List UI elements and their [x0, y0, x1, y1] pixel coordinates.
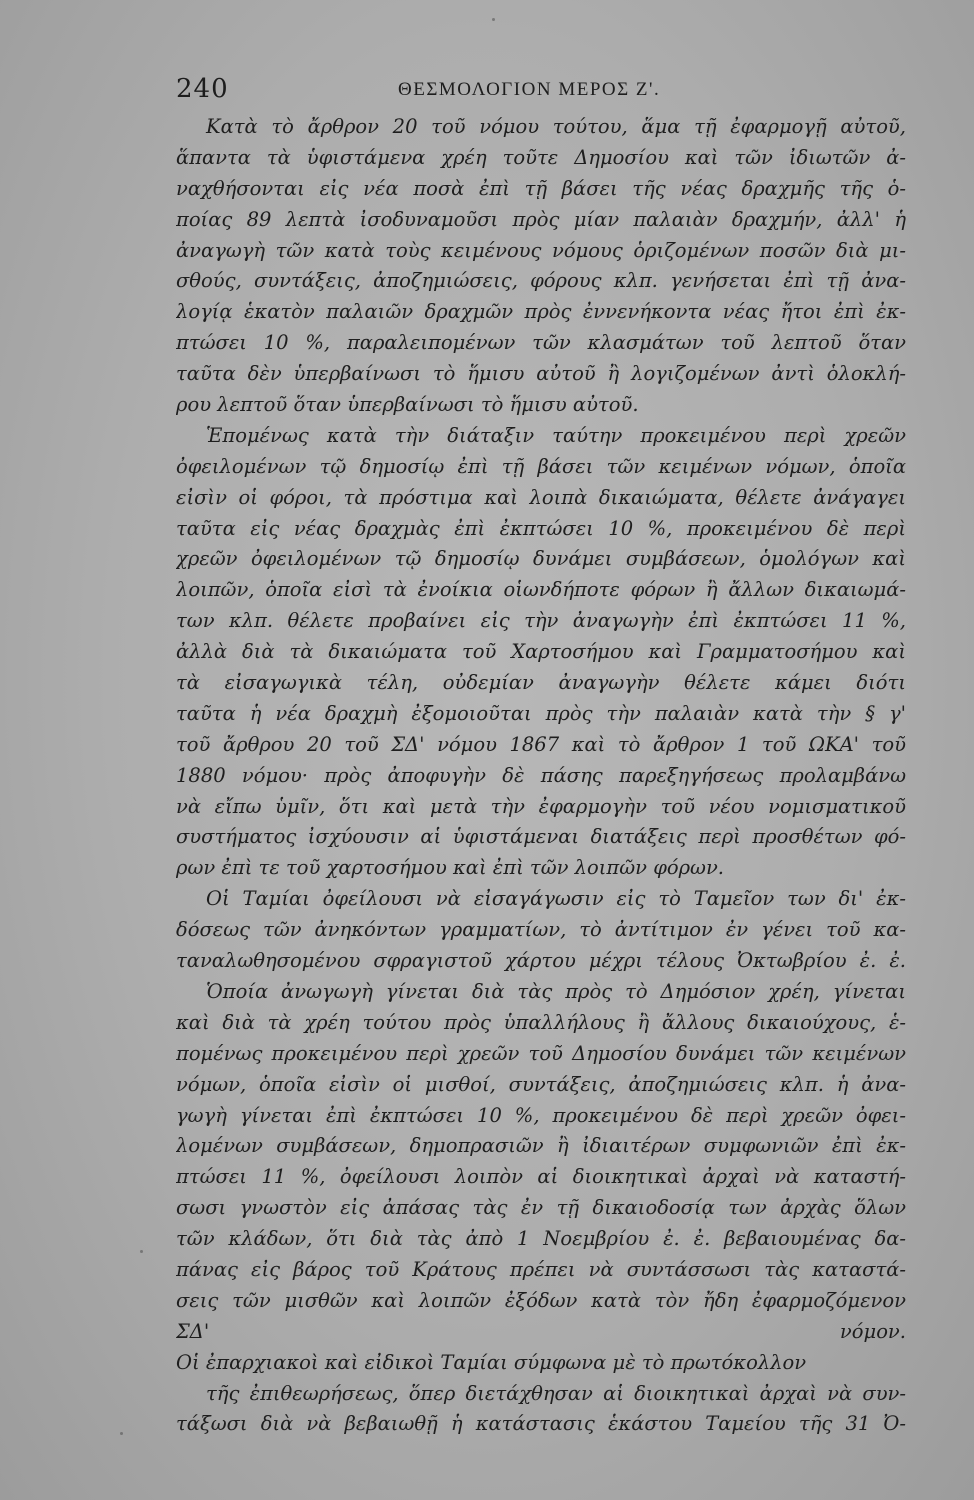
text-line: τῶν κλάδων, ὅτι διὰ τὰς ἀπὸ 1 Νοεμβρίου ἐ. ἐ. βεβαιουμένας δα-	[176, 1227, 906, 1251]
running-title: ΘΕΣΜΟΛΟΓΙΟΝ ΜΕΡΟΣ Ζ'.	[398, 79, 661, 100]
text-line: ΣΔ' νόμον.	[176, 1319, 906, 1343]
text-line: γωγὴ γίνεται ἐπὶ ἐκπτώσει 10 %, προκειμένου δὲ περὶ χρεῶν ὀφει-	[176, 1103, 906, 1127]
text-line: Κατὰ τὸ ἄρθρον 20 τοῦ νόμου τούτου, ἅμα τῇ ἐφαρμογῇ αὐτοῦ,	[206, 115, 906, 138]
text-line: σωσι γνωστὸν εἰς ἀπάσας τὰς ἐν τῇ δικαιοδοσίᾳ των ἀρχὰς ὅλων	[176, 1196, 906, 1220]
text-line: σθούς, συντάξεις, ἀποζημιώσεις, φόρους κλπ. γενήσεται ἐπὶ τῇ ἀνα-	[176, 269, 906, 293]
paper-speck	[140, 1250, 143, 1253]
text-line: πομένως προκειμένου περὶ χρεῶν τοῦ Δημοσίου δυνάμει τῶν κειμένων	[176, 1041, 906, 1065]
text-line: Ἑπομένως κατὰ τὴν διάταξιν ταύτην προκειμένου περὶ χρεῶν	[206, 423, 906, 447]
text-line: πτώσει 10 %, παραλειπομένων τῶν κλασμάτων τοῦ λεπτοῦ ὅταν	[176, 331, 906, 355]
text-line: ρου λεπτοῦ ὅταν ὑπερβαίνωσι τὸ ἥμισυ αὐτοῦ.	[176, 393, 639, 417]
text-line: ναχθήσονται εἰς νέα ποσὰ ἐπὶ τῇ βάσει τῆς νέας δραχμῆς τῆς ὁ-	[176, 176, 906, 200]
text-line: σεις τῶν μισθῶν καὶ λοιπῶν ἐξόδων κατὰ τὸν ἤδη ἐφαρμοζόμενον	[176, 1288, 906, 1312]
text-line: ταῦτα δὲν ὑπερβαίνωσι τὸ ἥμισυ αὐτοῦ ἢ λογιζομένων ἀντὶ ὁλοκλή-	[176, 362, 906, 386]
text-line: πτώσει 11 %, ὀφείλουσι λοιπὸν αἱ διοικητικαὶ ἀρχαὶ νὰ καταστή-	[176, 1165, 906, 1189]
text-line: χρεῶν ὀφειλομένων τῷ δημοσίῳ δυνάμει συμβάσεων, ὁμολόγων καὶ	[176, 547, 906, 571]
text-line: λομένων συμβάσεων, δημοπρασιῶν ἢ ἰδιαιτέρων συμφωνιῶν ἐπὶ ἐκ-	[176, 1134, 906, 1158]
text-line: πάνας εἰς βάρος τοῦ Κράτους πρέπει νὰ συντάσσωσι τὰς καταστά-	[176, 1257, 906, 1281]
text-line: ὀφειλομένων τῷ δημοσίῳ ἐπὶ τῇ βάσει τῶν κειμένων νόμων, ὁποῖα	[176, 454, 906, 478]
text-line: νὰ εἴπω ὑμῖν, ὅτι καὶ μετὰ τὴν ἐφαρμογὴν τοῦ νέου νομισματικοῦ	[176, 794, 906, 818]
text-line: τὰ εἰσαγωγικὰ τέλη, οὐδεμίαν ἀναγωγὴν θέλετε κάμει διότι	[176, 671, 906, 695]
text-line: τοῦ ἄρθρου 20 τοῦ ΣΔ' νόμου 1867 καὶ τὸ ἄρθρον 1 τοῦ ΩΚΑ' τοῦ	[176, 732, 906, 756]
text-line: νόμων, ὁποῖα εἰσὶν οἱ μισθοί, συντάξεις, ἀποζημιώσεις κλπ. ἡ ἀνα-	[176, 1072, 906, 1096]
text-line: ἅπαντα τὰ ὑφιστάμενα χρέη τοῦτε Δημοσίου καὶ τῶν ἰδιωτῶν ἀ-	[176, 145, 906, 169]
text-line: Ὁποία ἀνωγωγὴ γίνεται διὰ τὰς πρὸς τὸ Δημόσιον χρέη, γίνεται	[206, 979, 906, 1003]
text-line: τῆς ἐπιθεωρήσεως, ὅπερ διετάχθησαν αἱ διοικητικαὶ ἀρχαὶ νὰ συν-	[206, 1381, 906, 1405]
text-line: Οἱ ἐπαρχιακοὶ καὶ εἰδικοὶ Ταμίαι σύμφωνα μὲ τὸ πρωτόκολλον	[176, 1350, 807, 1374]
text-line: δόσεως τῶν ἀνηκόντων γραμματίων, τὸ ἀντίτιμον ἐν γένει τοῦ κα-	[176, 918, 906, 942]
text-line: λογίᾳ ἑκατὸν παλαιῶν δραχμῶν πρὸς ἐννενήκοντα νέας ἤτοι ἐπὶ ἐκ-	[176, 300, 906, 324]
page-header	[176, 74, 900, 104]
text-line: των κλπ. θέλετε προβαίνει εἰς τὴν ἀναγωγὴν ἐπὶ ἐκπτώσει 11 %,	[176, 609, 906, 633]
text-line: 1880 νόμου· πρὸς ἀποφυγὴν δὲ πάσης παρεξηγήσεως προλαμβάνω	[176, 763, 906, 787]
text-line: ποίας 89 λεπτὰ ἰσοδυναμοῦσι πρὸς μίαν παλαιὰν δραχμήν, ἀλλ' ἡ	[176, 207, 906, 231]
text-line: εἰσὶν οἱ φόροι, τὰ πρόστιμα καὶ λοιπὰ δικαιώματα, θέλετε ἀνάγαγει	[176, 485, 906, 509]
text-line	[176, 1440, 906, 1471]
text-line: ταῦτα εἰς νέας δραχμὰς ἐπὶ ἐκπτώσει 10 %, προκειμένου δὲ περὶ	[176, 516, 906, 540]
text-line: τάξωσι διὰ νὰ βεβαιωθῇ ἡ κατάστασις ἑκάστου Ταμείου τῆς 31 Ὀ-	[176, 1412, 906, 1436]
text-line: ρων ἐπὶ τε τοῦ χαρτοσήμου καὶ ἐπὶ τῶν λοιπῶν φόρων.	[176, 856, 724, 880]
paper-speck	[120, 1432, 123, 1435]
text-line: ἀλλὰ διὰ τὰ δικαιώματα τοῦ Χαρτοσήμου καὶ Γραμματοσήμου καὶ	[176, 640, 906, 664]
text-line: Οἱ Ταμίαι ὀφείλουσι νὰ εἰσαγάγωσιν εἰς τὸ Ταμεῖον των δι' ἐκ-	[206, 887, 906, 911]
body-text	[176, 112, 906, 1471]
text-line: ἀναγωγὴ τῶν κατὰ τοὺς κειμένους νόμους ὁριζομένων ποσῶν διὰ μι-	[176, 238, 906, 262]
text-line: συστήματος ἰσχύουσιν αἱ ὑφιστάμεναι διατάξεις περὶ προσθέτων φό-	[176, 825, 906, 849]
text-line: λοιπῶν, ὁποῖα εἰσὶ τὰ ἐνοίκια οἱωνδήποτε φόρων ἢ ἄλλων δικαιωμά-	[176, 578, 906, 602]
paper-speck	[492, 18, 495, 21]
page-number: 240	[176, 74, 229, 104]
text-line: καὶ διὰ τὰ χρέη τούτου πρὸς ὑπαλλήλους ἢ ἄλλους δικαιούχους, ἑ-	[176, 1010, 906, 1034]
text-line: ταῦτα ἡ νέα δραχμὴ ἐξομοιοῦται πρὸς τὴν παλαιὰν κατὰ τὴν § γ'	[176, 701, 906, 725]
text-line: ταναλωθησομένου σφραγιστοῦ χάρτου μέχρι τέλους Ὀκτωβρίου ἐ. ἐ.	[176, 949, 906, 973]
